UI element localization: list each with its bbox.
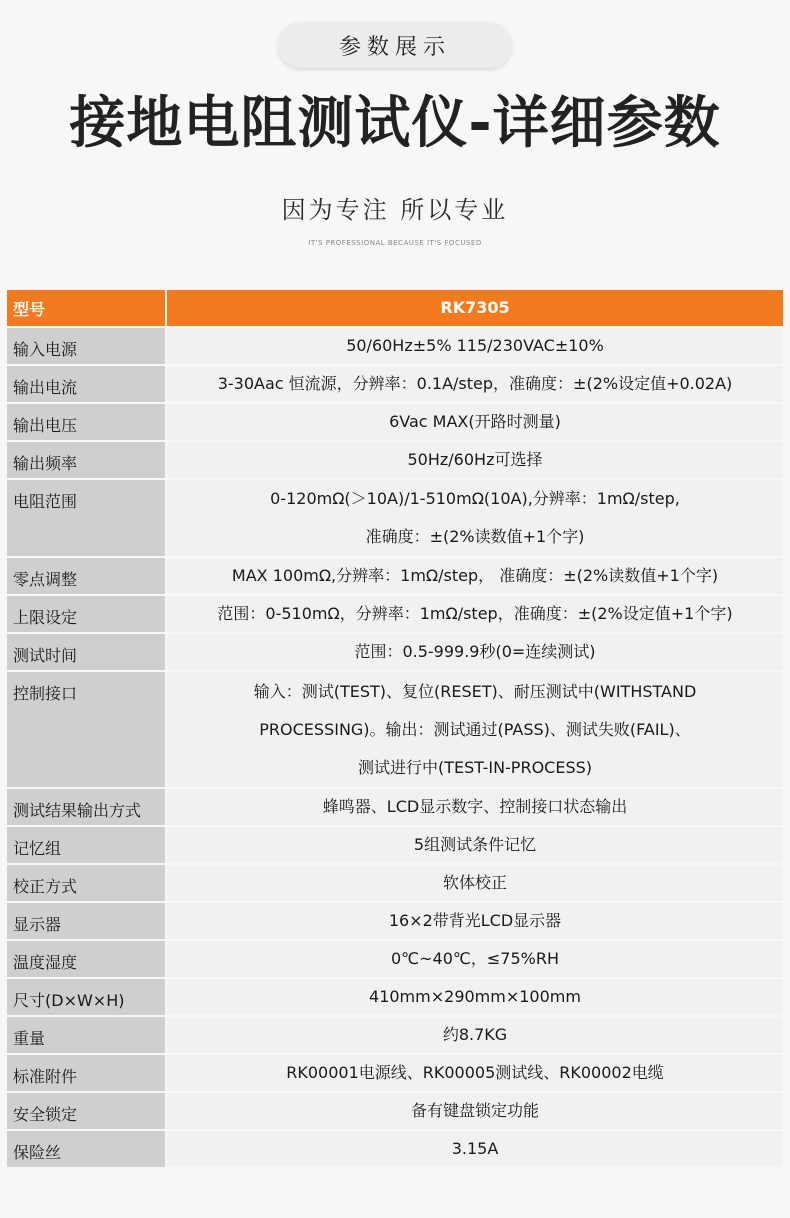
slogan-english: IT'S PROFESSIONAL BECAUSE IT'S FOCUSED	[308, 239, 482, 247]
spec-row-resistance-range	[7, 480, 783, 556]
spec-row-input-power	[7, 328, 783, 364]
spec-value: 410mm×290mm×100mm	[167, 979, 783, 1015]
spec-value: 50Hz/60Hz可选择	[167, 442, 783, 478]
spec-value-line: 输入：测试(TEST)、复位(RESET)、耐压测试中(WITHSTAND	[253, 681, 697, 701]
spec-label: 标准附件	[7, 1055, 167, 1091]
spec-row-weight	[7, 1017, 783, 1053]
spec-label: 显示器	[7, 903, 167, 939]
spec-label: 尺寸(D×W×H)	[7, 979, 167, 1015]
spec-label: 电阻范围	[7, 480, 167, 556]
spec-row-output-voltage	[7, 404, 783, 440]
spec-header-row	[7, 290, 783, 326]
spec-value: 6Vac MAX(开路时测量)	[167, 404, 783, 440]
page-title: 接地电阻测试仪-详细参数	[69, 91, 721, 156]
spec-value: 50/60Hz±5% 115/230VAC±10%	[167, 328, 783, 364]
spec-row-display	[7, 903, 783, 939]
spec-row-safety-lock	[7, 1093, 783, 1129]
spec-value	[167, 480, 783, 556]
spec-row-output-frequency	[7, 442, 783, 478]
spec-label: 校正方式	[7, 865, 167, 901]
spec-value-line: 测试进行中(TEST-IN-PROCESS)	[357, 757, 593, 777]
spec-label: 记忆组	[7, 827, 167, 863]
spec-value: 5组测试条件记忆	[167, 827, 783, 863]
spec-value: 备有键盘锁定功能	[167, 1093, 783, 1129]
spec-row-result-output	[7, 789, 783, 825]
spec-row-fuse	[7, 1131, 783, 1167]
spec-label: 输入电源	[7, 328, 167, 364]
spec-row-dimensions	[7, 979, 783, 1015]
spec-label: 温度湿度	[7, 941, 167, 977]
spec-value-line: 准确度：±(2%读数值+1个字)	[365, 527, 585, 546]
spec-value	[167, 672, 783, 787]
spec-label: 测试时间	[7, 634, 167, 670]
spec-row-memory	[7, 827, 783, 863]
spec-value: RK00001电源线、RK00005测试线、RK00002电缆	[167, 1055, 783, 1091]
spec-value: MAX 100mΩ,分辨率：1mΩ/step， 准确度：±(2%读数值+1个字)	[167, 558, 783, 594]
spec-row-upper-limit	[7, 596, 783, 632]
spec-row-control-interface	[7, 672, 783, 787]
spec-row-temperature-humidity	[7, 941, 783, 977]
spec-label: 输出电压	[7, 404, 167, 440]
spec-value-line: PROCESSING)。输出：测试通过(PASS)、测试失败(FAIL)、	[259, 719, 691, 739]
spec-value: 16×2带背光LCD显示器	[167, 903, 783, 939]
spec-row-accessories	[7, 1055, 783, 1091]
spec-value: 软体校正	[167, 865, 783, 901]
spec-table	[7, 288, 783, 1169]
spec-label: 保险丝	[7, 1131, 167, 1167]
spec-value: 3.15A	[167, 1131, 783, 1167]
spec-value-line: 0-120mΩ(＞10A)/1-510mΩ(10A),分辨率：1mΩ/step,	[270, 489, 680, 508]
spec-value: 0℃~40℃，≤75%RH	[167, 941, 783, 977]
spec-header-value: RK7305	[167, 290, 783, 326]
spec-value: 蜂鸣器、LCD显示数字、控制接口状态输出	[167, 789, 783, 825]
spec-label: 重量	[7, 1017, 167, 1053]
spec-value: 约8.7KG	[167, 1017, 783, 1053]
spec-value: 3-30Aac 恒流源，分辨率：0.1A/step，准确度：±(2%设定值+0.02A)	[167, 366, 783, 402]
spec-row-calibration	[7, 865, 783, 901]
spec-row-output-current	[7, 366, 783, 402]
slogan: 因为专注 所以专业	[281, 196, 509, 224]
spec-row-zero-adjust	[7, 558, 783, 594]
spec-value: 范围：0.5-999.9秒(0=连续测试)	[167, 634, 783, 670]
spec-label: 控制接口	[7, 672, 167, 787]
section-pill: 参数展示	[278, 22, 512, 68]
spec-label: 输出频率	[7, 442, 167, 478]
spec-label: 零点调整	[7, 558, 167, 594]
spec-label: 上限设定	[7, 596, 167, 632]
spec-label: 测试结果输出方式	[7, 789, 167, 825]
spec-label: 安全锁定	[7, 1093, 167, 1129]
spec-label: 输出电流	[7, 366, 167, 402]
spec-header-label: 型号	[7, 290, 167, 326]
spec-row-test-time	[7, 634, 783, 670]
spec-value: 范围：0-510mΩ，分辨率：1mΩ/step，准确度：±(2%设定值+1个字)	[167, 596, 783, 632]
